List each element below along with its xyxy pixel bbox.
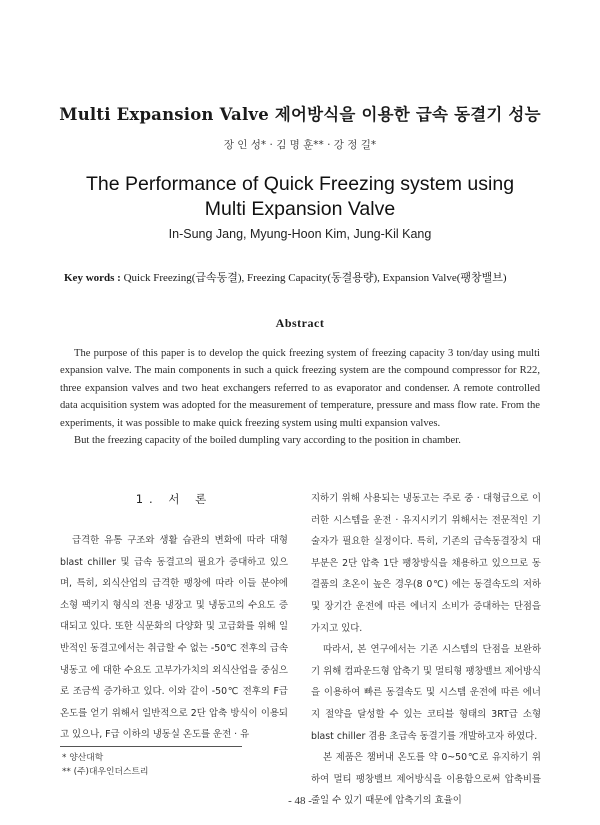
body-paragraph: 따라서, 본 연구에서는 기존 시스템의 단점을 보완하기 위해 컴파운드형 압축기 및 멀티형 팽창밸브 제어방식을 이용하여 빠른 동결속도 및 시스템 운전에 따른 에너지 절약을 달성할 수 있는 코티블 형태의 3RT급 소형 blast chiller 겸용 초급속 동결기를 개발하고자 하였다.	[311, 644, 541, 742]
abstract-paragraph-1: The purpose of this paper is to develop the quick freezing system of freezing capacity 3 ton/day using multi expansion valve. The main components in such a quick freezing system are the compound compressor for R22, three expansion valves and two heat exchangers referred to as evaporator and condenser. A remote controlled data acquisition system was adopted for the measurement of temperature, pressure and mass flow rate. From the experiments, it was possible to make quick freezing system using multi expansion valves.	[60, 348, 540, 429]
section-heading-introduction: 1. 서 론	[135, 492, 213, 506]
footnotes	[62, 752, 302, 779]
footnote-affiliation-1: * 양산대학	[62, 753, 104, 763]
authors-korean: 장 인 성* · 김 명 훈** · 강 정 길*	[223, 139, 377, 151]
keywords-text: Quick Freezing(급속동결), Freezing Capacity(동결용량), Expansion Valve(팽창밸브)	[123, 272, 507, 284]
footnote-affiliation-2: ** (주)대우인더스트리	[62, 766, 149, 777]
abstract-paragraph-2: But the freezing capacity of the boiled dumpling vary according to the position in chamber.	[74, 435, 461, 447]
body-paragraph: 급격한 유통 구조와 생활 습관의 변화에 따라 대형 blast chiller 및 급속 동결고의 필요가 증대하고 있으며, 특히, 외식산업의 급격한 팽창에 따라 이들 분야에 소형 팩키지 형식의 전용 냉장고 및 냉동고의 수요도 증대되고 있다. 또한 식문화의 다양화 및 고급화를 위해 일반적인 동결고에서는 취급할 수 없는 -50℃ 전후의 급속 냉동고 에 대한 수요도 고부가가치의 외식산업을 중심으로 조금씩 증가하고 있다. 이와 같이 -50℃ 전후의 F급 온도를 얻기 위해서 일반적으로 2단 압축 방식이 이용되고 있으나, F급 이하의 냉동실 온도를 운전 · 유	[60, 535, 288, 741]
paper-title-korean: Multi Expansion Valve 제어방식을 이용한 급속 동결기 성능	[59, 105, 541, 124]
abstract-body	[60, 345, 540, 449]
body-column-right	[311, 488, 541, 812]
paper-title-english-line2: Multi Expansion Valve	[204, 198, 396, 220]
authors-english: In-Sung Jang, Myung-Hoon Kim, Jung-Kil Kang	[168, 227, 432, 241]
abstract-heading: Abstract	[275, 316, 325, 330]
page-number: - 48 -	[288, 795, 312, 807]
body-paragraph: 지하기 위해 사용되는 냉동고는 주로 중 · 대형급으로 이러한 시스템을 운전 · 유지시키기 위해서는 전문적인 기술자가 필요한 실정이다. 특히, 기존의 급속동결장치 대부분은 2단 압축 1단 팽창방식을 채용하고 있으므로 동결품의 초온이 높은 경우(8 0℃) 에는 동결속도의 저하 및 장기간 운전에 따른 에너지 소비가 증대하는 단점을 가지고 있다.	[311, 493, 541, 634]
paper-title-english	[0, 172, 600, 222]
paper-title-english-line1: The Performance of Quick Freezing system using	[85, 173, 515, 195]
keywords	[64, 269, 564, 285]
keywords-label: Key words :	[64, 272, 124, 284]
body-column-left	[60, 488, 288, 746]
footnote-divider	[60, 746, 242, 747]
body-paragraph: 본 제품은 챔버내 온도를 약 0~50℃로 유지하기 위하여 멀티 팽창밸브 제어방식을 이용함으로써 압축비를 줄일 수 있기 때문에 압축기의 효율이	[311, 752, 541, 807]
